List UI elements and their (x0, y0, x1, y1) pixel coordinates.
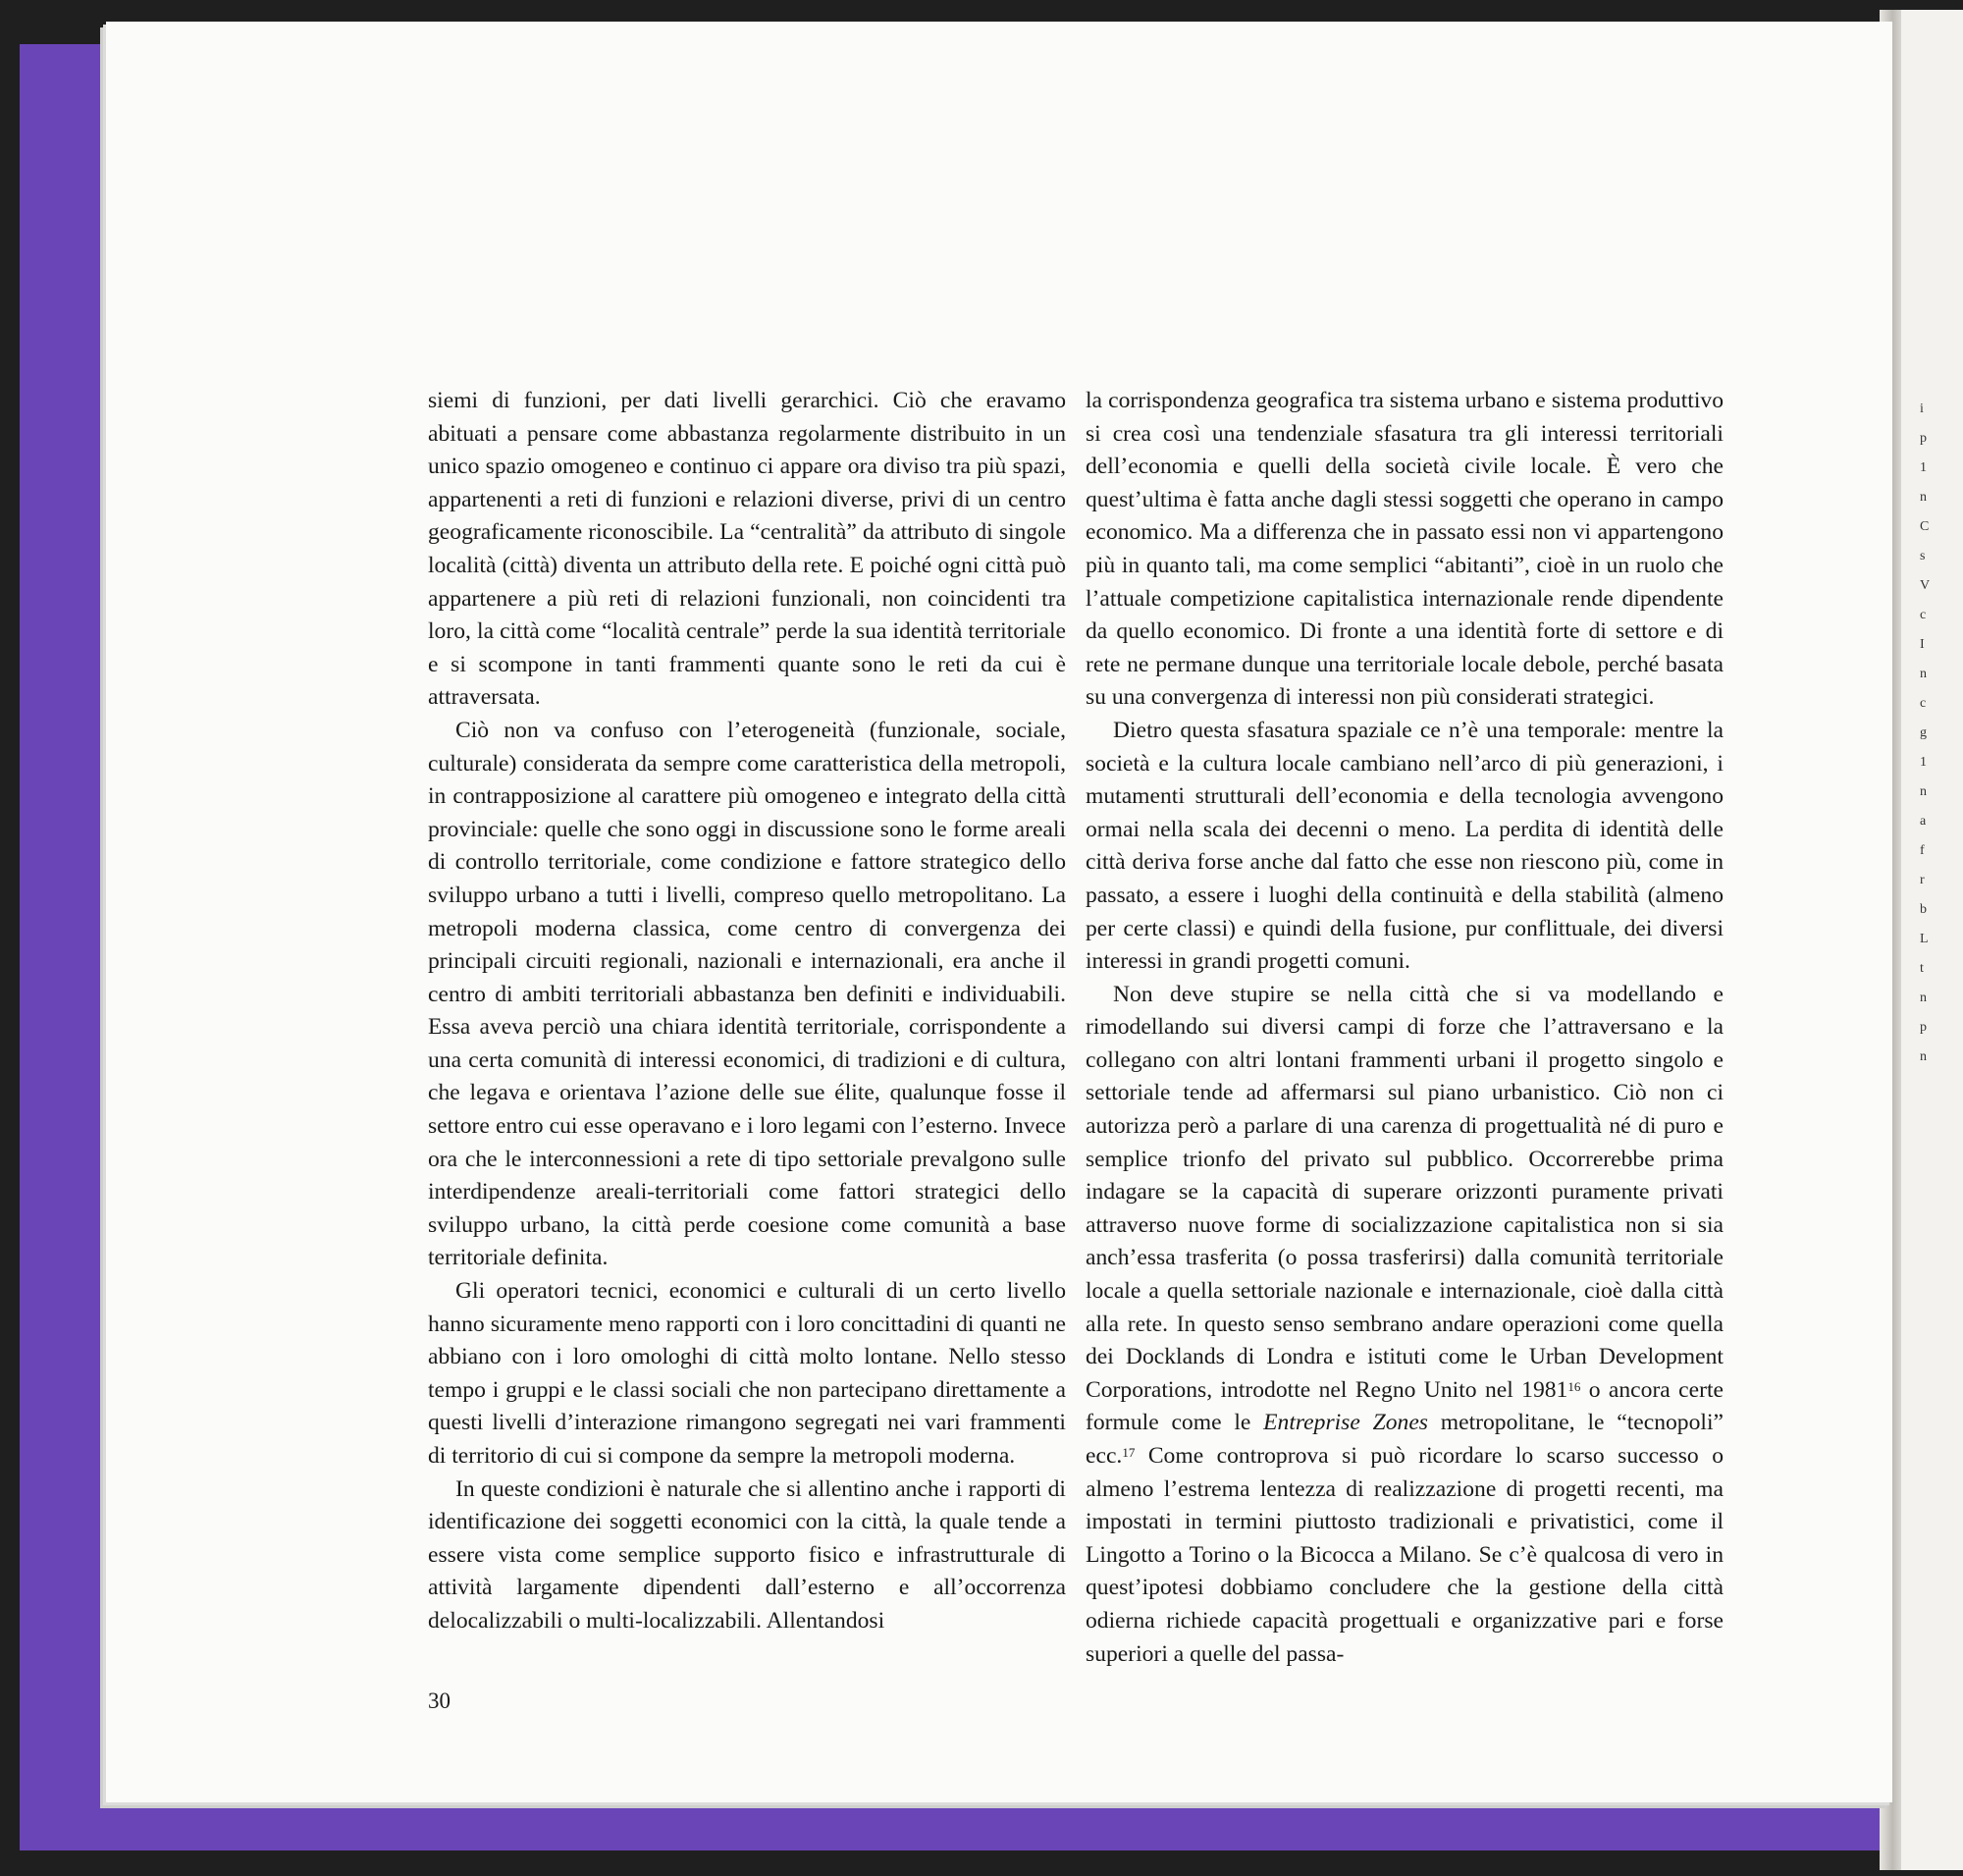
paragraph-text: Non deve stupire se nella città che si va modellando e rimodellando sui diversi campi di forze che l’attraversano e la collegano con altri lontani frammenti urbani il progetto singolo e settoriale tende ad affermarsi sul piano urbanistico. Ciò non ci autorizza però a parlare di una carenza di progettualità né di puro e semplice trionfo del privato sul pubblico. Occorrerebbe prima indagare se la capacità di superare orizzonti puramente privati attraverso nuove forme di socializzazione capitalistica non si sia anch’essa trasferita (o possa trasferirsi) dalla comunità territoriale locale a quella settoriale nazionale e internazionale, cioè dalla città alla rete. In questo senso sembrano andare operazioni come quella dei Docklands di Londra e istituti come le Urban Development Corporations, introdotte nel Regno Unito nel 1981 (1086, 981, 1724, 1403)
paragraph: la corrispondenza geografica tra sistema urbano e sistema produttivo si crea così una tendenziale sfasatura tra gli interessi territoriali dell’economia e quelli della società civile locale. È vero che quest’ultima è fatta anche dagli stessi soggetti che operano in campo economico. Ma a differenza che in passato essi non vi appartengono più in quanto tali, ma come semplici “abitanti”, cioè in un ruolo che l’attuale competizione capitalistica internazionale rende dipendente da quello economico. Di fronte a una identità forte di settore e di rete ne permane dunque una territoriale locale debole, perché basata su una convergenza di interessi non più considerati strategici. (1086, 388, 1724, 711)
facing-page-fragment: L (1920, 932, 1929, 946)
facing-page-fragment: n (1920, 784, 1927, 799)
facing-page-fragment: g (1920, 725, 1927, 740)
facing-page-fragment: r (1920, 873, 1925, 887)
facing-page-fragment: s (1920, 549, 1926, 563)
facing-page-fragment: n (1920, 1049, 1927, 1064)
facing-page-fragment: f (1920, 843, 1925, 858)
footnote-ref-16: 16 (1567, 1378, 1581, 1394)
footnote-ref-17: 17 (1122, 1445, 1136, 1460)
facing-page-fragment: C (1920, 519, 1930, 534)
italic-term: Entreprise Zones (1263, 1410, 1428, 1436)
facing-page-fragment: n (1920, 490, 1927, 505)
paragraph: Ciò non va confuso con l’eterogeneità (funzionale, sociale, culturale) considerata da sempre come caratteristica della metropoli, in contrapposizione al carattere più omogeneo e integrato della città provinciale: quelle che sono oggi in discussione sono le forme areali di controllo territoriale, come condizione e fattore strategico dello sviluppo urbano a tutti i livelli, compreso quello metropolitano. La metropoli moderna classica, come centro di convergenza dei principali circuiti regionali, nazionali e internazionali, era anche il centro di ambiti territoriali abbastanza ben definiti e individuabili. Essa aveva perciò una chiara identità territoriale, corrispondente a una certa comunità di interessi economici, di tradizioni e di cultura, che legava e orientava l’azione delle sue élite, qualunque fosse il settore entro cui esse operavano e i loro legami con l’esterno. Invece ora che le interconnessioni a rete di tipo settoriale prevalgono sulle interdipendenze areali-territoriali come fattori strategici dello sviluppo urbano, la città perde coesione come comunità a base territoriale definita. (428, 717, 1066, 1271)
facing-page-fragment: i (1920, 402, 1924, 416)
text-column-left (428, 385, 1066, 1638)
facing-page-fragment: p (1920, 431, 1927, 446)
paragraph-text: o ancora certe formule come le (1086, 1376, 1724, 1436)
facing-page-fragment: I (1920, 637, 1925, 652)
facing-page-fragment: b (1920, 902, 1927, 917)
facing-page-fragment: p (1920, 1020, 1927, 1035)
paragraph: Dietro questa sfasatura spaziale ce n’è una temporale: mentre la società e la cultura locale cambiano nell’arco di più generazioni, i mutamenti strutturali dell’economia e della tecnologia avvengono ormai nella scala dei decenni o meno. La perdita di identità delle città deriva forse anche dal fatto che esse non riescono più, come in passato, a essere i luoghi della continuità e della stabilità (almeno per certe classi) e quindi della fusione, pur conflittuale, dei diversi interessi in grandi progetti comuni. (1086, 717, 1724, 975)
paragraph (1086, 979, 1724, 1671)
facing-page-fragment: n (1920, 991, 1927, 1005)
paragraph: siemi di funzioni, per dati livelli gerarchici. Ciò che eravamo abituati a pensare come abbastanza regolarmente distribuito in un unico spazio omogeneo e continuo ci appare ora diviso tra più spazi, appartenenti a reti di funzioni e relazioni diverse, privi di un centro geograficamente riconoscibile. La “centralità” da attributo di singole località (città) diventa un attributo della rete. E poiché ogni città può appartenere a più reti di relazioni funzionali, non coincidenti tra loro, la città come “località centrale” perde la sua identità territoriale e si scompone in tanti frammenti quante sono le reti da cui è attraversata. (428, 388, 1066, 711)
page-number: 30 (428, 1688, 451, 1713)
facing-page-fragment: V (1920, 578, 1931, 593)
facing-page-fragment: t (1920, 961, 1924, 976)
paragraph-text: metropolitane, le “tecnopoli” ecc. (1086, 1410, 1724, 1469)
facing-page-fragment: c (1920, 696, 1927, 711)
text-column-right (1086, 385, 1724, 1671)
facing-page-fragment: 1 (1920, 460, 1927, 475)
paragraph: In queste condizioni è naturale che si allentino anche i rapporti di identificazione dei soggetti economici con la città, la quale tende a essere vista come semplice supporto fisico e infrastrutturale di attività largamente dipendenti dall’esterno e all’occorrenza delocalizzabili o multi-localizzabili. Allentandosi (428, 1475, 1066, 1634)
facing-page-fragment: n (1920, 667, 1927, 681)
paragraph: Gli operatori tecnici, economici e culturali di un certo livello hanno sicuramente meno rapporti con i loro concittadini di quanti ne abbiano con i loro omologhi di città molto lontane. Nello stesso tempo i gruppi e le classi sociali che non partecipano direttamente a questi livelli d’interazione rimangono segregati nei vari frammenti di territorio di cui si compone da sempre la metropoli moderna. (428, 1278, 1066, 1469)
facing-page (1894, 10, 1963, 1870)
facing-page-fragment: 1 (1920, 755, 1927, 770)
paragraph-text: Come controprova si può ricordare lo scarso successo o almeno l’estrema lentezza di realizzazione di progetti recenti, ma impostati in termini piuttosto tradizionali e privatistici, come il Lingotto a Torino o la Bicocca a Milano. Se c’è qualcosa di vero in quest’ipotesi dobbiamo concludere che la gestione della città odierna richiede capacità progettuali e organizzative pari e forse superiori a quelle del passa- (1086, 1443, 1724, 1667)
facing-page-fragment: c (1920, 608, 1927, 622)
facing-page-fragment: a (1920, 814, 1927, 829)
